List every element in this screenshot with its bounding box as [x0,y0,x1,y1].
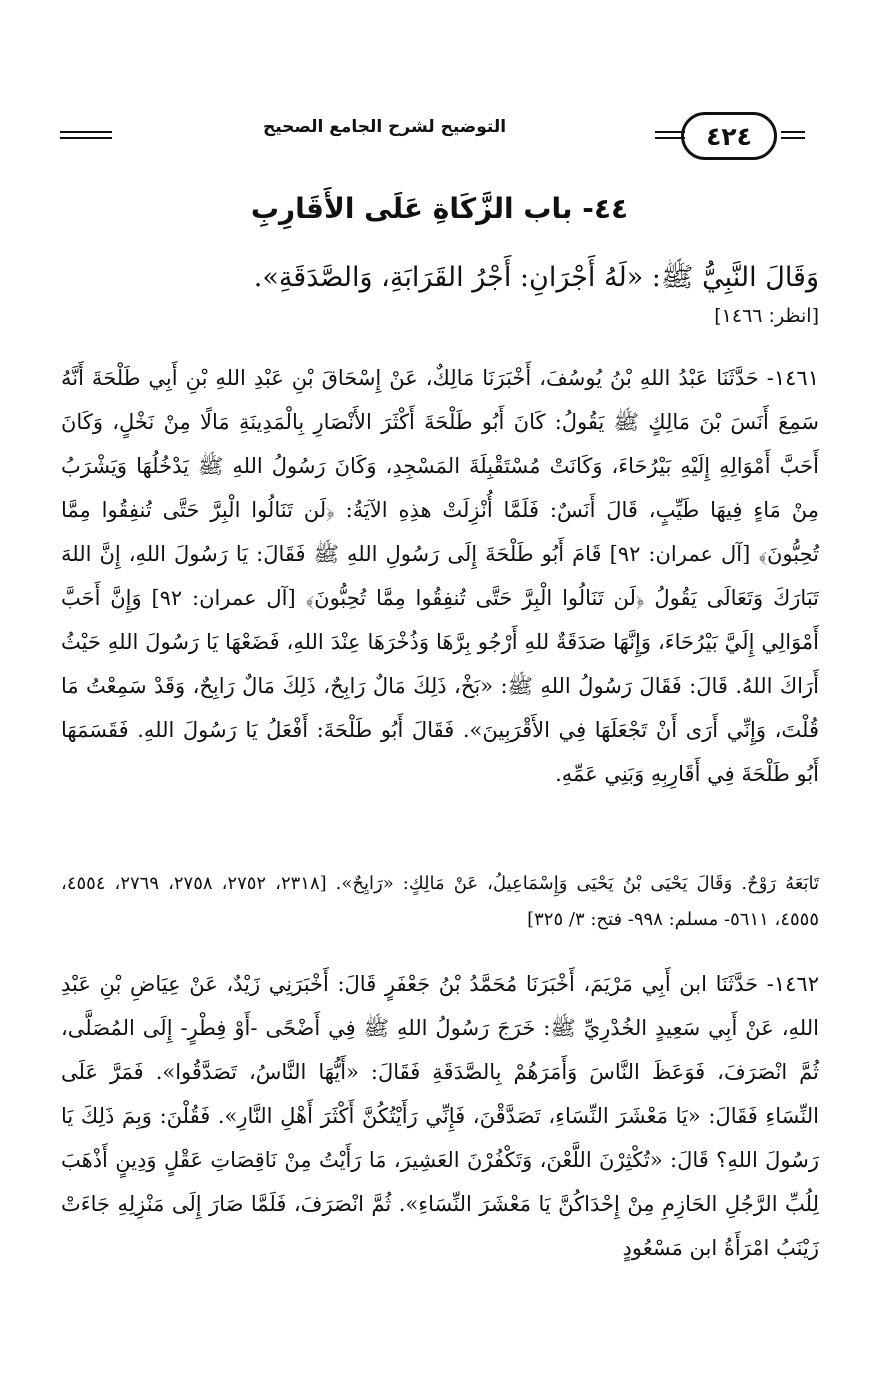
page-number-badge [681,112,777,160]
hadith-1461-text: ١٤٦١- حَدَّثَنَا عَبْدُ اللهِ بْنُ يُوسُفَ، أَخْبَرَنَا مَالِكٌ، عَنْ إِسْحَاقَ بْنِ عَبْدِ اللهِ بْنِ أَبِي طَلْحَةَ أَنَّهُ سَمِعَ أَنَسَ بْنَ مَالِكٍ ﷺ يَقُولُ: كَانَ أَبُو طَلْحَةَ أَكْثَرَ الأَنْصَارِ بِالْمَدِينَةِ مَالًا مِنْ نَخْلٍ، وَكَانَ أَحَبَّ أَمْوَالِهِ إِلَيْهِ بَيْرُحَاءَ، وَكَانَتْ مُسْتَقْبِلَةَ المَسْجِدِ، وَكَانَ رَسُولُ اللهِ ﷺ يَدْخُلُهَا وَيَشْرَبُ مِنْ مَاءٍ فِيهَا طَيِّبٍ، قَالَ أَنَسٌ: فَلَمَّا أُنْزِلَتْ هذِهِ الآيَةُ: ﴿لَن تَنَالُوا الْبِرَّ حَتَّى تُنفِقُوا مِمَّا تُحِبُّونَ﴾ [آل عمران: ٩٢] قَامَ أَبُو طَلْحَةَ إِلَى رَسُولِ اللهِ ﷺ فَقَالَ: يَا رَسُولَ اللهِ، إِنَّ اللهَ تَبَارَكَ وَتَعَالَى يَقُولُ ﴿لَن تَنَالُوا الْبِرَّ حَتَّى تُنفِقُوا مِمَّا تُحِبُّونَ﴾ [آل عمران: ٩٢] وَإِنَّ أَحَبَّ أَمْوَالِي إِلَيَّ بَيْرُحَاءَ، وَإِنَّهَا صَدَقَةٌ للهِ أَرْجُو بِرَّهَا وَذُخْرَهَا عِنْدَ اللهِ، فَضَعْهَا يَا رَسُولَ اللهِ حَيْثُ أَرَاكَ اللهُ. قَالَ: فَقَالَ رَسُولُ اللهِ ﷺ: «بَخْ، ذَلِكَ مَالٌ رَابِحٌ، ذَلِكَ مَالٌ رَابِحٌ، وَقَدْ سَمِعْتُ مَا قُلْتَ، وَإِنِّي أَرَى أَنْ تَجْعَلَهَا فِي الأَقْرَبِينَ». فَقَالَ أَبُو طَلْحَةَ: أَفْعَلُ يَا رَسُولَ اللهِ. فَقَسَمَهَا أَبُو طَلْحَةَ فِي أَقَارِبِهِ وَبَنِي عَمِّهِ. [61,366,819,786]
header-rule-left [60,131,112,139]
header-rule-right [781,131,805,139]
page-number: ٤٢٤ [706,121,752,151]
chapter-intro-reference: [انظر: ١٤٦٦] [714,305,819,327]
follow-up-note: تَابَعَهُ رَوْحٌ. وَقَالَ يَحْيَى بْنُ يَحْيَى وَإِسْمَاعِيلُ، عَنْ مَالِكٍ: «رَايِحٌ». [٢٣١٨، ٢٧٥٢، ٢٧٥٨، ٢٧٦٩، ٤٥٥٤، ٤٥٥٥، ٥٦١١- مسلم: ٩٩٨- فتح: ٣/ ٣٢٥] [61,873,820,930]
chapter-title: ٤٤- باب الزَّكَاةِ عَلَى الأَقَارِبِ [250,192,629,225]
chapter-intro-quote: وَقَالَ النَّبِيُّ ﷺ: «لَهُ أَجْرَانِ: أَجْرُ القَرَابَةِ، وَالصَّدَقَةِ». [253,262,819,293]
running-header [60,104,805,170]
running-title: التوضيح لشرح الجامع الصحيح [262,117,507,137]
hadith-1462-text: ١٤٦٢- حَدَّثَنَا ابن أَبِي مَرْيَمَ، أَخْبَرَنَا مُحَمَّدُ بْنُ جَعْفَرٍ قَالَ: أَخْبَرَنِي زَيْدٌ، عَنْ عِيَاضِ بْنِ عَبْدِ اللهِ، عَنْ أَبِي سَعِيدٍ الخُدْرِيِّ ﷺ: خَرَجَ رَسُولُ اللهِ ﷺ فِي أَضْحًى -أَوْ فِطْرٍ- إِلَى المُصَلَّى، ثُمَّ انْصَرَفَ، فَوَعَظَ النَّاسَ وَأَمَرَهُمْ بِالصَّدَقَةِ فَقَالَ: «أَيُّهَا النَّاسُ، تَصَدَّقُوا». فَمَرَّ عَلَى النِّسَاءِ فَقَالَ: «يَا مَعْشَرَ النِّسَاءِ، تَصَدَّقْنَ، فَإِنِّي رَأَيْتُكُنَّ أَكْثَرَ أَهْلِ النَّارِ». فَقُلْنَ: وَبِمَ ذَلِكَ يَا رَسُولَ اللهِ؟ قَالَ: «تُكْثِرْنَ اللَّعْنَ، وَتَكْفُرْنَ العَشِيرَ، مَا رَأَيْتُ مِنْ نَاقِصَاتِ عَقْلٍ وَدِينٍ أَذْهَبَ لِلُبِّ الرَّجُلِ الحَازِمِ مِنْ إِحْدَاكُنَّ يَا مَعْشَرَ النِّسَاءِ». ثُمَّ انْصَرَفَ، فَلَمَّا صَارَ إِلَى مَنْزِلِهِ جَاءَتْ زَيْنَبُ امْرَأَةُ ابن مَسْعُودٍ [61,972,819,1260]
header-rule-middle [655,131,685,139]
